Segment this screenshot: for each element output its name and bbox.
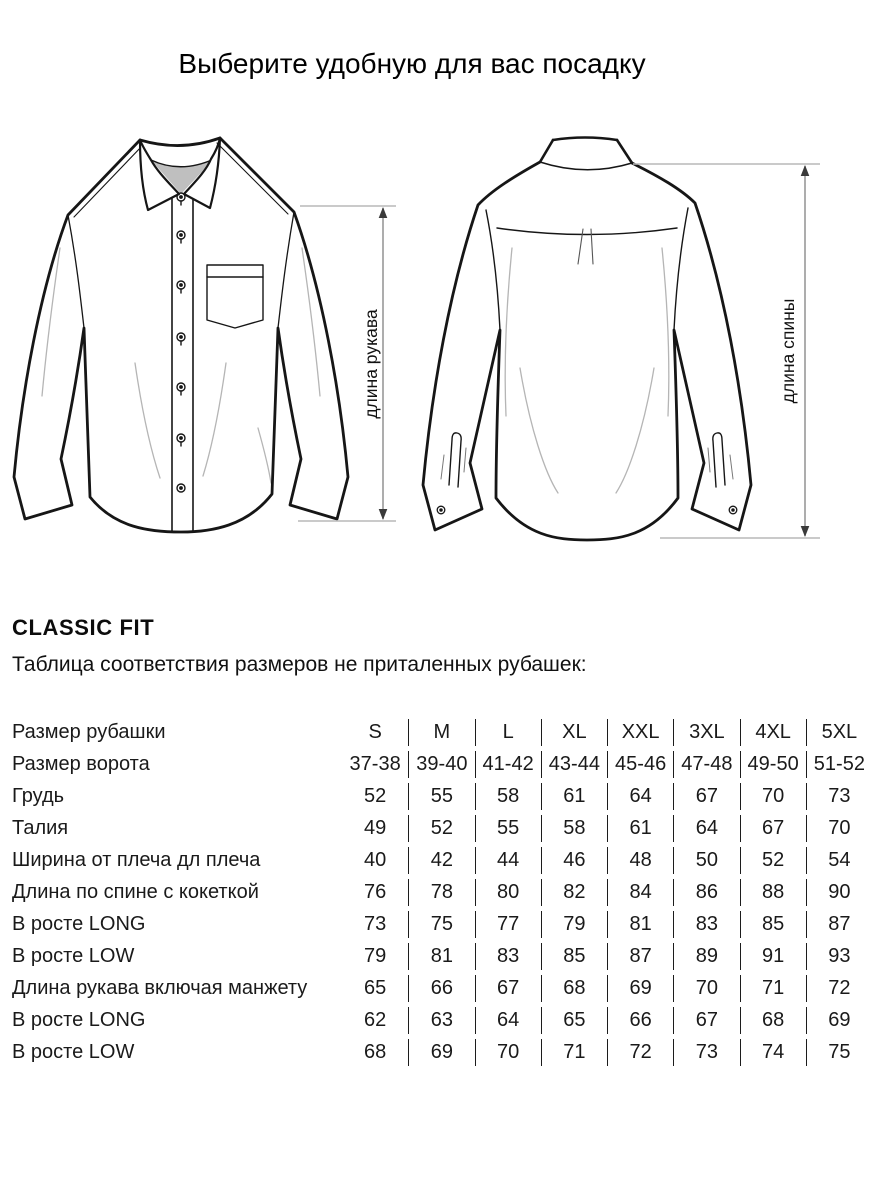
size-cell: 88 [740,879,806,906]
size-cell: 67 [740,815,806,842]
table-row [12,975,872,1002]
size-cell: 51-52 [806,751,872,778]
size-cell: 4XL [740,719,806,746]
size-cell: 80 [475,879,541,906]
size-cell: 44 [475,847,541,874]
size-cell: 83 [673,911,739,938]
size-cell: 67 [673,1007,739,1034]
row-label: В росте LONG [12,913,146,935]
size-cell: 75 [408,911,474,938]
size-cell: 70 [740,783,806,810]
row-label: Размер рубашки [12,721,166,743]
size-cell: 85 [541,943,607,970]
size-cell: M [408,719,474,746]
size-cell: 77 [475,911,541,938]
size-cell: 78 [408,879,474,906]
size-cell: 73 [806,783,872,810]
table-row [12,879,872,906]
size-cell: 87 [607,943,673,970]
front-buttons [177,193,185,492]
arrow-down-icon [379,509,388,520]
chest-pocket [207,265,263,328]
size-cell: 64 [607,783,673,810]
size-cell: 65 [364,977,387,999]
cuff-placket-left [441,433,466,487]
cuff-button-icon [437,506,445,514]
size-cell: 81 [607,911,673,938]
back-length-dimension [633,164,820,538]
size-cell: L [475,719,541,746]
size-cell: 66 [607,1007,673,1034]
size-cell: 67 [673,783,739,810]
row-label: В росте LONG [12,1009,146,1031]
size-cell: 52 [740,847,806,874]
size-cell: 71 [740,975,806,1002]
size-cell: 89 [673,943,739,970]
fit-heading: CLASSIC FIT [12,615,155,640]
size-cell: 73 [673,1039,739,1066]
cuff-placket-right [708,433,733,487]
size-cell: 85 [740,911,806,938]
back-body-outline [423,162,751,540]
front-armhole-seam-left [68,215,84,328]
size-cell: 90 [806,879,872,906]
button-icon [177,333,185,345]
size-cell: 58 [475,783,541,810]
size-cell: 50 [673,847,739,874]
size-cell: 79 [364,945,387,967]
size-cell: 86 [673,879,739,906]
size-cell: 87 [806,911,872,938]
size-cell: 75 [806,1039,872,1066]
back-length-label: длина спины [778,298,798,404]
front-shoulder-seam-left [74,145,143,217]
page-title: Выберите удобную для вас посадку [178,48,646,79]
size-cell: 83 [475,943,541,970]
table-row [12,911,872,938]
size-cell: 64 [475,1007,541,1034]
size-cell: 46 [541,847,607,874]
button-icon [177,281,185,293]
table-caption: Таблица соответствия размеров не приталенных рубашек: [12,653,587,676]
size-cell: 52 [408,815,474,842]
size-cell: 52 [364,785,387,807]
size-cell: 66 [408,975,474,1002]
table-row [12,719,872,746]
row-label: Ширина от плеча дл плеча [12,849,261,871]
size-cell: 58 [541,815,607,842]
size-cell: 40 [364,849,387,871]
size-cell: 45-46 [607,751,673,778]
size-cell: 69 [607,975,673,1002]
size-cell: 76 [364,881,387,903]
table-row [12,943,872,970]
size-cell: 49-50 [740,751,806,778]
button-icon [177,383,185,395]
size-cell: XXL [607,719,673,746]
front-collar [140,138,220,210]
table-row [12,847,872,874]
size-cell: 69 [806,1007,872,1034]
cuff-button-icon [729,506,737,514]
size-cell: 93 [806,943,872,970]
button-icon [177,231,185,243]
arrow-up-icon [379,207,388,218]
size-cell: 68 [541,975,607,1002]
shirt-size-diagram [0,128,881,560]
back-collar [540,138,632,170]
size-cell: 3XL [673,719,739,746]
size-cell: 71 [541,1039,607,1066]
size-cell: 91 [740,943,806,970]
size-cell: 65 [541,1007,607,1034]
size-cell: 73 [364,913,387,935]
collar-band-top [140,138,220,146]
size-cell: 37-38 [349,753,401,775]
shirt-back-drawing [423,138,751,541]
size-cell: 62 [364,1009,387,1031]
row-label: В росте LOW [12,1041,135,1063]
size-cell: 43-44 [541,751,607,778]
front-shoulder-seam-right [217,143,288,214]
back-crease-lines [505,248,669,493]
front-armhole-seam-right [278,212,294,328]
size-cell: 68 [364,1041,387,1063]
size-cell: 67 [475,975,541,1002]
table-row [12,1007,872,1034]
table-row [12,1039,872,1066]
size-cell: 54 [806,847,872,874]
row-label: Грудь [12,785,65,807]
size-cell: 63 [408,1007,474,1034]
size-table [12,714,872,1071]
back-armhole-seam-right [674,208,688,330]
size-cell: 82 [541,879,607,906]
front-placket [172,190,193,532]
row-label: Длина рукава включая манжету [12,977,308,999]
size-cell: 68 [740,1007,806,1034]
table-row [12,815,872,842]
size-cell: 72 [607,1039,673,1066]
row-label: Размер ворота [12,753,150,775]
size-cell: 41-42 [475,751,541,778]
size-cell: 39-40 [408,751,474,778]
size-cell: 49 [364,817,387,839]
shirt-front-drawing [14,138,348,532]
size-cell: 55 [475,815,541,842]
size-cell: 55 [408,783,474,810]
size-cell: 42 [408,847,474,874]
row-label: В росте LOW [12,945,135,967]
size-cell: 48 [607,847,673,874]
row-label: Талия [12,817,69,839]
size-cell: 70 [673,975,739,1002]
size-cell: 70 [475,1039,541,1066]
size-cell: 69 [408,1039,474,1066]
size-table-body [12,719,872,1066]
size-cell: 79 [541,911,607,938]
size-cell: 64 [673,815,739,842]
button-icon [177,484,185,492]
size-cell: 61 [607,815,673,842]
arrow-up-icon [801,165,810,176]
size-cell: 81 [408,943,474,970]
row-label: Длина по спине с кокеткой [12,881,259,903]
size-cell: 47-48 [673,751,739,778]
arrow-down-icon [801,526,810,537]
size-cell: 5XL [806,719,872,746]
back-yoke-seam [497,228,677,235]
size-cell: 84 [607,879,673,906]
button-icon [177,193,185,205]
size-cell: S [368,721,382,743]
size-cell: XL [541,719,607,746]
table-row [12,751,872,778]
sleeve-length-label: длина рукава [361,309,381,419]
size-cell: 70 [806,815,872,842]
table-row [12,783,872,810]
size-cell: 61 [541,783,607,810]
button-icon [177,434,185,446]
size-cell: 74 [740,1039,806,1066]
size-cell: 72 [806,975,872,1002]
